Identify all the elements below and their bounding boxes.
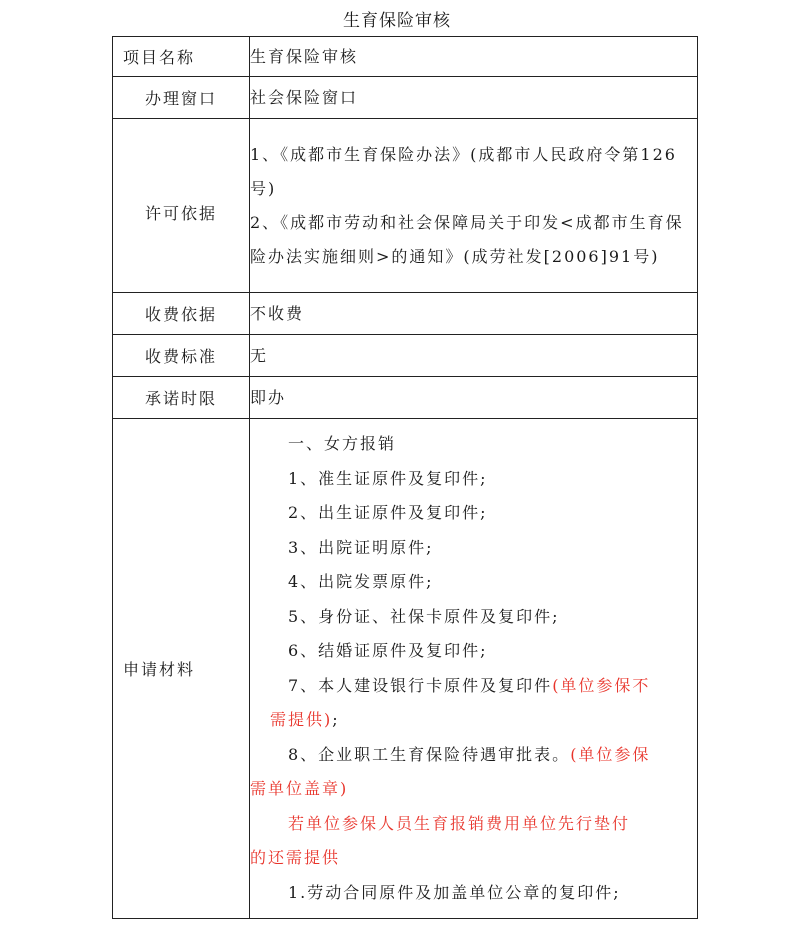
fee-basis-value: 不收费	[250, 293, 698, 335]
list-item: 5、身份证、社保卡原件及复印件;	[288, 606, 560, 626]
table-row	[113, 37, 698, 77]
fee-basis-label: 收费依据	[113, 293, 250, 335]
table-row	[113, 119, 698, 293]
basis-line-2: 2、《成都市劳动和社会保障局关于印发<成都市生育保险办法实施细则>的通知》(成劳社发[2006]91号)	[250, 212, 684, 266]
list-item: 1、准生证原件及复印件;	[288, 468, 488, 488]
table-row	[113, 77, 698, 119]
fee-standard-value: 无	[250, 335, 698, 377]
fee-standard-label: 收费标准	[113, 335, 250, 377]
list-item: 1.劳动合同原件及加盖单位公章的复印件;	[288, 882, 621, 902]
advance-payment-note-cont: 的还需提供	[250, 848, 341, 867]
table-row	[113, 377, 698, 419]
basis-label: 许可依据	[113, 119, 250, 293]
materials-value	[250, 419, 698, 919]
window-value: 社会保险窗口	[250, 77, 698, 119]
service-table	[112, 36, 698, 919]
advance-payment-note: 若单位参保人员生育报销费用单位先行垫付	[288, 813, 631, 833]
list-item	[250, 738, 697, 773]
list-item: 2、出生证原件及复印件;	[288, 503, 488, 522]
item-name-value: 生育保险审核	[250, 37, 698, 77]
item-7-note-cont: 需提供)	[270, 710, 333, 729]
basis-value	[250, 119, 698, 293]
item-7-text: 7、本人建设银行卡原件及复印件	[288, 675, 553, 695]
materials-label: 申请材料	[113, 419, 250, 919]
window-label: 办理窗口	[113, 77, 250, 119]
item-8-text: 8、企业职工生育保险待遇审批表。	[288, 744, 571, 764]
materials-heading: 一、女方报销	[288, 434, 397, 453]
page-title: 生育保险审核	[343, 11, 451, 31]
item-name-label: 项目名称	[113, 37, 250, 77]
list-item	[250, 703, 697, 738]
table-row	[113, 335, 698, 377]
list-item	[250, 669, 697, 704]
item-7-note: (单位参保不	[552, 675, 651, 695]
list-item: 6、结婚证原件及复印件;	[288, 641, 488, 660]
time-limit-label: 承诺时限	[113, 377, 250, 419]
basis-line-1: 1、《成都市生育保险办法》(成都市人民政府令第126号)	[250, 144, 677, 198]
item-8-note: (单位参保	[570, 744, 651, 764]
item-8-note-cont: 需单位盖章)	[250, 779, 349, 798]
table-row	[113, 419, 698, 919]
time-limit-value: 即办	[250, 377, 698, 419]
list-item: 4、出院发票原件;	[288, 572, 434, 591]
table-row	[113, 293, 698, 335]
item-7-end: ;	[332, 710, 340, 729]
list-item: 3、出院证明原件;	[288, 537, 434, 557]
